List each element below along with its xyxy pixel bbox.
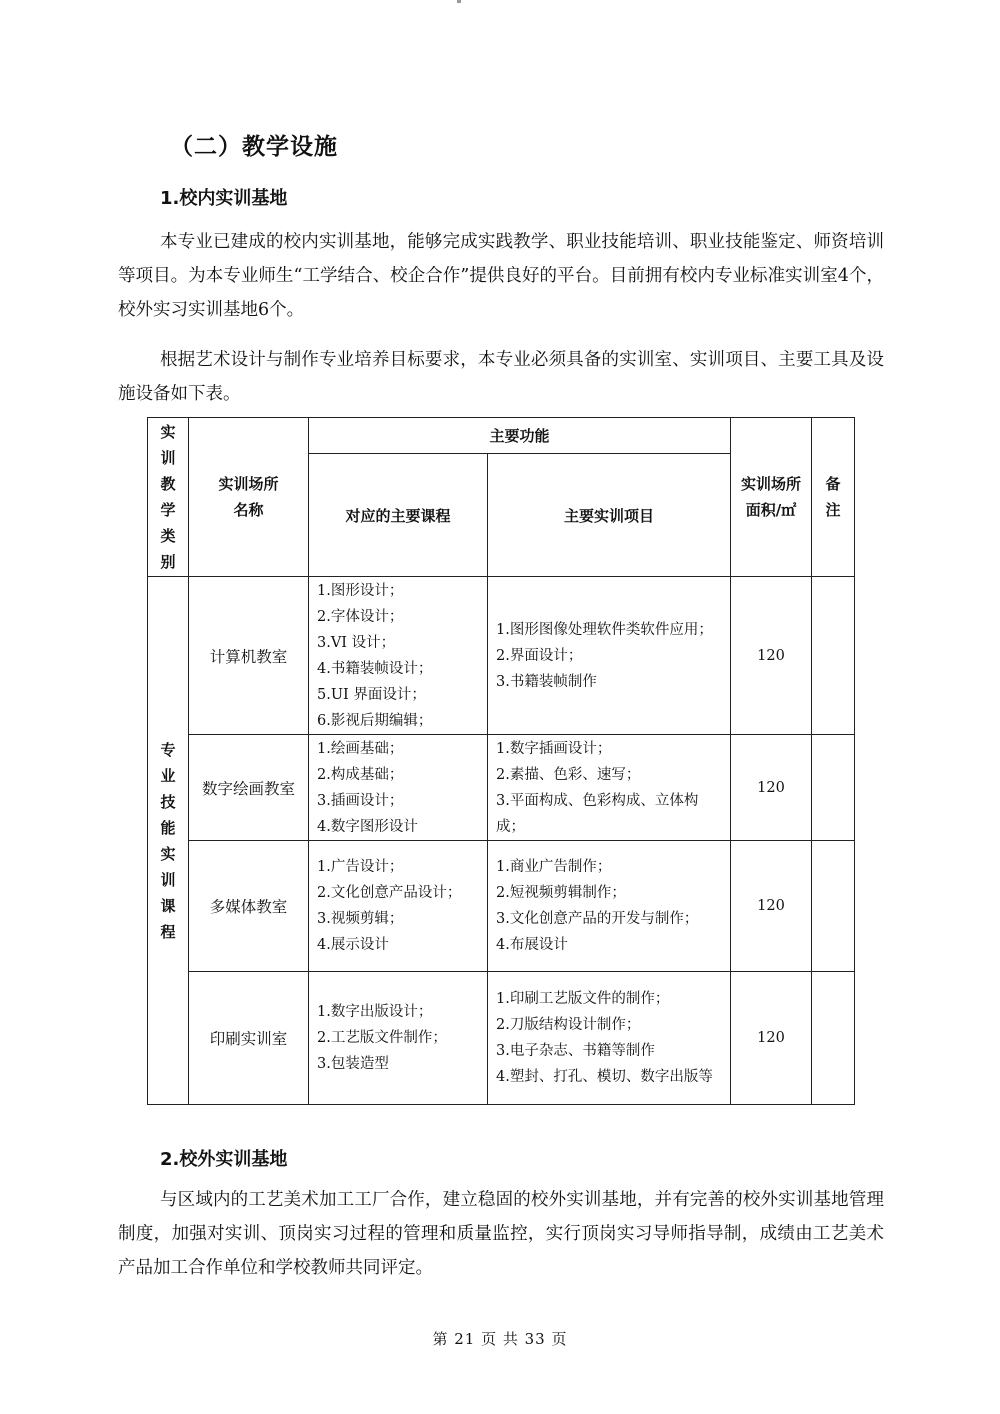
project-item: 4.布展设计 [496,937,568,953]
table-row [148,841,855,972]
project-item: 1.图形图像处理软件类软件应用； [496,621,713,638]
courses-cell [309,972,488,1105]
course-item: 3.包装造型 [317,1056,389,1072]
course-item: 1.图形设计； [317,582,404,599]
facility-name: 多媒体教室 [189,841,309,972]
header-name: 实训场所名称 [189,418,309,577]
project-item: 2.短视频剪辑制作； [496,885,626,901]
courses-cell [309,735,488,841]
course-item: 2.文化创意产品设计； [317,885,462,901]
courses-cell [309,577,488,735]
facility-name: 计算机教室 [189,577,309,735]
course-item: 4.数字图形设计 [317,818,418,835]
section-title: （二）教学设施 [170,134,338,160]
project-item: 3.文化创意产品的开发与制作； [496,911,699,927]
facilities-table [147,417,855,1105]
table-row [148,735,855,841]
category-cell [148,577,189,1105]
project-item: 1.商业广告制作； [496,859,612,875]
course-item: 1.绘画基础； [317,740,404,757]
header-main-function: 主要功能 [309,418,731,454]
project-item: 3.书籍装帧制作 [496,673,597,690]
header-courses: 对应的主要课程 [309,454,488,577]
course-item: 4.展示设计 [317,937,389,953]
category-text: 专业技能实训课程 [160,740,176,941]
course-item: 2.字体设计； [317,608,404,625]
course-item: 3.插画设计； [317,792,404,809]
header-projects: 主要实训项目 [488,454,731,577]
project-item: 2.素描、色彩、速写； [496,766,641,783]
page-top-mark [457,0,461,3]
page-footer: 第 21 页 共 33 页 [432,1330,568,1348]
course-item: 3.视频剪辑； [317,911,404,927]
paragraph-requirements: 根据艺术设计与制作专业培养目标要求，本专业必须具备的实训室、实训项目、主要工具及设施设备如下表。 [118,350,884,404]
area-value: 120 [731,841,812,972]
projects-cell [488,577,731,735]
area-value: 120 [731,972,812,1105]
remark-cell [812,577,855,735]
project-item: 3.平面构成、色彩构成、立体构成； [496,792,699,835]
facility-name: 数字绘画教室 [189,735,309,841]
remark-cell [812,735,855,841]
course-item: 2.构成基础； [317,766,404,783]
project-item: 4.塑封、打孔、模切、数字出版等 [496,1069,713,1085]
projects-cell [488,735,731,841]
subsection-title-external: 2.校外实训基地 [160,1149,288,1170]
course-item: 2.工艺版文件制作； [317,1030,447,1046]
header-remark: 备注 [812,418,855,577]
course-item: 1.数字出版设计； [317,1004,433,1020]
header-category: 实训教学类别 [148,418,189,577]
course-item: 3.VI 设计； [317,634,396,651]
project-item: 3.电子杂志、书籍等制作 [496,1043,655,1059]
project-item: 2.界面设计； [496,647,583,664]
course-item: 4.书籍装帧设计； [317,660,433,677]
course-item: 6.影视后期编辑； [317,712,433,729]
projects-cell [488,972,731,1105]
remark-cell [812,841,855,972]
courses-cell [309,841,488,972]
project-item: 1.数字插画设计； [496,740,612,757]
table-row [148,577,855,735]
project-item: 1.印刷工艺版文件的制作； [496,991,670,1007]
facility-name: 印刷实训室 [189,972,309,1105]
paragraph-external-base: 与区域内的工艺美术加工工厂合作，建立稳固的校外实训基地，并有完善的校外实训基地管理制度，加强对实训、顶岗实习过程的管理和质量监控，实行顶岗实习导师指导制，成绩由工艺美术产品加工合作单位和学校教师共同评定。 [118,1190,884,1278]
course-item: 1.广告设计； [317,859,404,875]
area-value: 120 [731,735,812,841]
header-area: 实训场所面积/㎡ [731,418,812,577]
course-item: 5.UI 界面设计； [317,686,426,703]
table-row [148,972,855,1105]
paragraph-internal-base: 本专业已建成的校内实训基地，能够完成实践教学、职业技能培训、职业技能鉴定、师资培训等项目。为本专业师生“工学结合、校企合作”提供良好的平台。目前拥有校内专业标准实训室4个，校外实习实训基地6个。 [118,232,884,320]
area-value: 120 [731,577,812,735]
projects-cell [488,841,731,972]
subsection-title-internal: 1.校内实训基地 [160,188,288,209]
remark-cell [812,972,855,1105]
project-item: 2.刀版结构设计制作； [496,1017,641,1033]
